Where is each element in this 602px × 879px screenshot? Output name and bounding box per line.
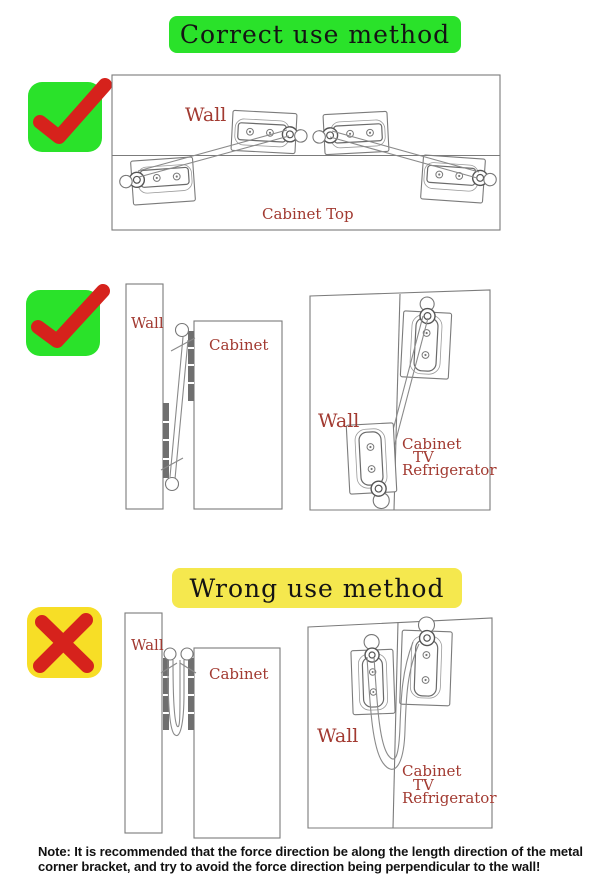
tv-label: TV bbox=[413, 448, 434, 466]
strap-ball bbox=[181, 648, 193, 660]
wall-label: Wall bbox=[131, 636, 164, 654]
note-text bbox=[38, 844, 594, 874]
correct-frontview-diagram bbox=[298, 286, 505, 516]
wrong-frontview-diagram bbox=[298, 612, 504, 836]
tv-label: TV bbox=[413, 776, 434, 794]
cabinet-label: Cabinet bbox=[402, 435, 462, 453]
refrigerator-label: Refrigerator bbox=[402, 789, 497, 807]
anchor-bracket bbox=[346, 423, 397, 510]
note-line-2: corner bracket, and try to avoid the force direction being perpendicular to the wall! bbox=[38, 859, 541, 874]
wall-label: Wall bbox=[185, 104, 227, 126]
cabinet-label: Cabinet bbox=[209, 665, 269, 683]
wall-cabinet-divider bbox=[393, 622, 398, 828]
anchor-bracket bbox=[400, 616, 453, 706]
strap-ball bbox=[166, 478, 179, 491]
correct-banner: Correct use method bbox=[169, 16, 461, 53]
anchor-bracket bbox=[231, 110, 308, 154]
cabinet-top-label: Cabinet Top bbox=[262, 205, 354, 223]
anchor-bracket bbox=[312, 111, 389, 155]
correct-topview-diagram bbox=[98, 62, 510, 234]
wall-label: Wall bbox=[318, 410, 360, 432]
checkmark-icon bbox=[18, 280, 110, 366]
note-line-1: Note: It is recommended that the force direction be along the length direction of the metal bbox=[38, 844, 583, 859]
correct-sideview-diagram bbox=[115, 276, 290, 516]
cross-icon bbox=[19, 599, 111, 687]
wall-label: Wall bbox=[131, 314, 164, 332]
strap-ball bbox=[164, 648, 176, 660]
refrigerator-label: Refrigerator bbox=[402, 461, 497, 479]
cabinet-label: Cabinet bbox=[402, 762, 462, 780]
anchor-bracket bbox=[400, 296, 452, 379]
cabinet-label: Cabinet bbox=[209, 336, 269, 354]
wall-label: Wall bbox=[317, 725, 359, 747]
anchor-bracket bbox=[350, 634, 395, 715]
anchor-bracket bbox=[421, 155, 498, 204]
wrong-sideview-diagram bbox=[113, 606, 288, 844]
strap-ball bbox=[176, 324, 189, 337]
wrong-banner: Wrong use method bbox=[172, 568, 462, 608]
